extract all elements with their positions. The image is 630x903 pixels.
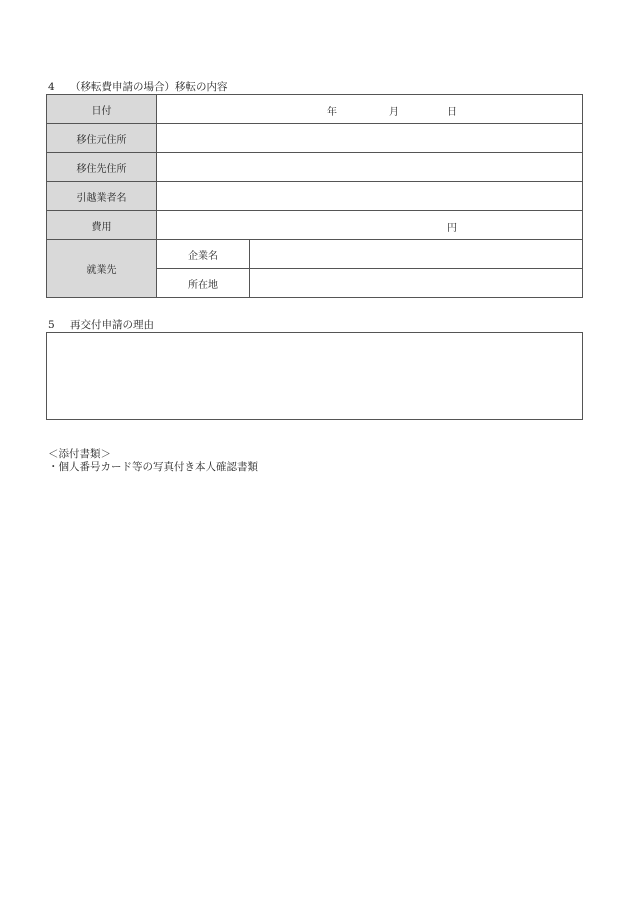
date-year-unit: 年	[327, 107, 337, 118]
date-label: 日付	[47, 95, 157, 124]
section-5-heading	[48, 319, 154, 331]
to-address-field[interactable]	[157, 153, 583, 182]
cost-field[interactable]	[157, 211, 583, 240]
to-address-label: 移住先住所	[47, 153, 157, 182]
date-field[interactable]	[157, 95, 583, 124]
section-4-heading	[48, 81, 228, 93]
reissue-reason-field[interactable]	[46, 332, 583, 420]
company-label: 企業名	[157, 240, 250, 269]
section-5-number: 5	[48, 319, 55, 331]
date-month-unit: 月	[389, 107, 399, 118]
cost-unit: 円	[447, 223, 457, 234]
section-4-title: （移転費申請の場合）移転の内容	[70, 81, 228, 93]
from-address-field[interactable]	[157, 124, 583, 153]
relocation-details-table	[46, 94, 583, 298]
row-to-address	[47, 153, 583, 182]
mover-field[interactable]	[157, 182, 583, 211]
row-employer-company	[47, 240, 583, 269]
from-address-label: 移住元住所	[47, 124, 157, 153]
attachments-item: ・個人番号カード等の写真付き本人確認書類	[48, 461, 258, 473]
row-date	[47, 95, 583, 124]
section-5-title: 再交付申請の理由	[70, 319, 154, 331]
date-day-unit: 日	[447, 107, 457, 118]
section-4-number: 4	[48, 81, 55, 93]
location-label: 所在地	[157, 269, 250, 298]
location-field[interactable]	[250, 269, 583, 298]
row-cost	[47, 211, 583, 240]
company-field[interactable]	[250, 240, 583, 269]
mover-label: 引越業者名	[47, 182, 157, 211]
row-from-address	[47, 124, 583, 153]
employer-label: 就業先	[47, 240, 157, 298]
row-mover	[47, 182, 583, 211]
attachments-title: ＜添付書類＞	[48, 448, 111, 460]
cost-label: 費用	[47, 211, 157, 240]
